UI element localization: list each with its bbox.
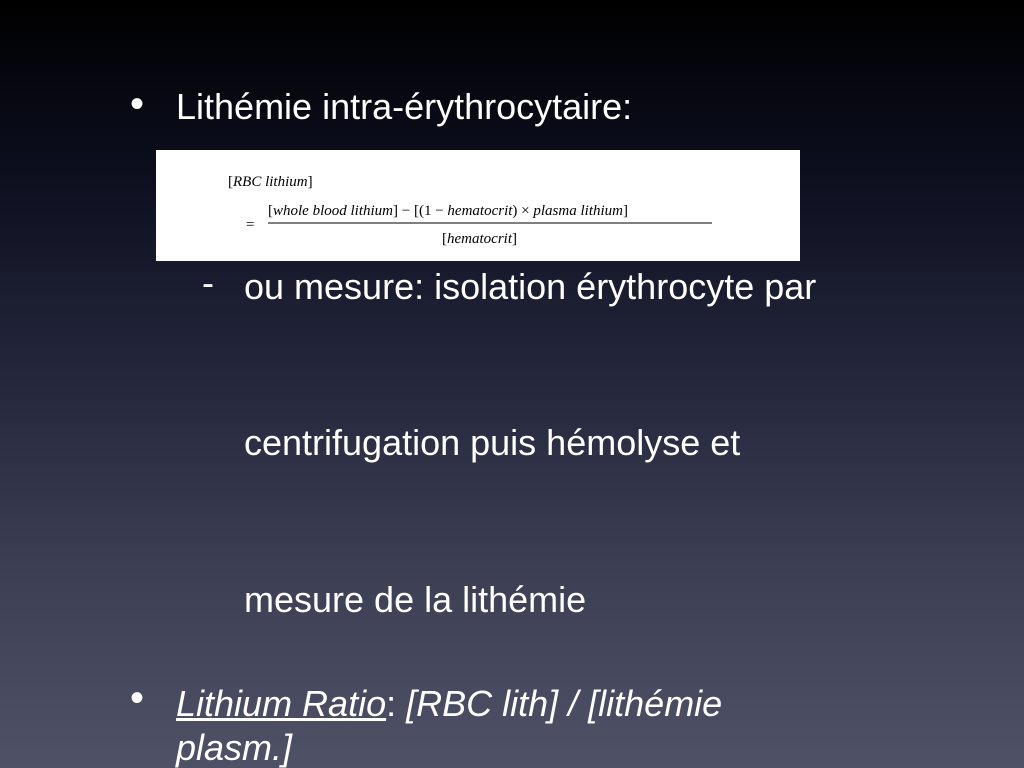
bullet-text-lithium-ratio <box>176 683 722 725</box>
formula-lhs: [RBC lithium] <box>228 174 313 190</box>
lithium-ratio-definition: [RBC lith] / [lithémie <box>396 683 723 724</box>
rbc-lithium-formula-image <box>156 150 800 261</box>
bullet-text-lithemie-intra: Lithémie intra-érythrocytaire: <box>176 86 633 127</box>
bullet-point: • <box>130 676 145 720</box>
lithium-ratio-term: Lithium Ratio <box>176 683 387 724</box>
bullet-point: • <box>130 82 145 126</box>
formula-equals: = <box>246 217 255 233</box>
formula-numerator: [whole blood lithium] − [(1 − hematocrit) × plasma lithium] <box>268 203 628 219</box>
sub-bullet-line-3: mesure de la lithémie <box>244 579 587 620</box>
lithium-ratio-definition-continued: plasm.] <box>176 727 293 768</box>
sub-bullet-line-2: centrifugation puis hémolyse et <box>244 422 741 463</box>
sub-bullet-dash: - <box>202 262 214 303</box>
lithium-ratio-colon: : <box>386 683 397 724</box>
sub-bullet-line-1: ou mesure: isolation érythrocyte par <box>244 266 817 307</box>
formula-denominator: [hematocrit] <box>442 231 517 247</box>
